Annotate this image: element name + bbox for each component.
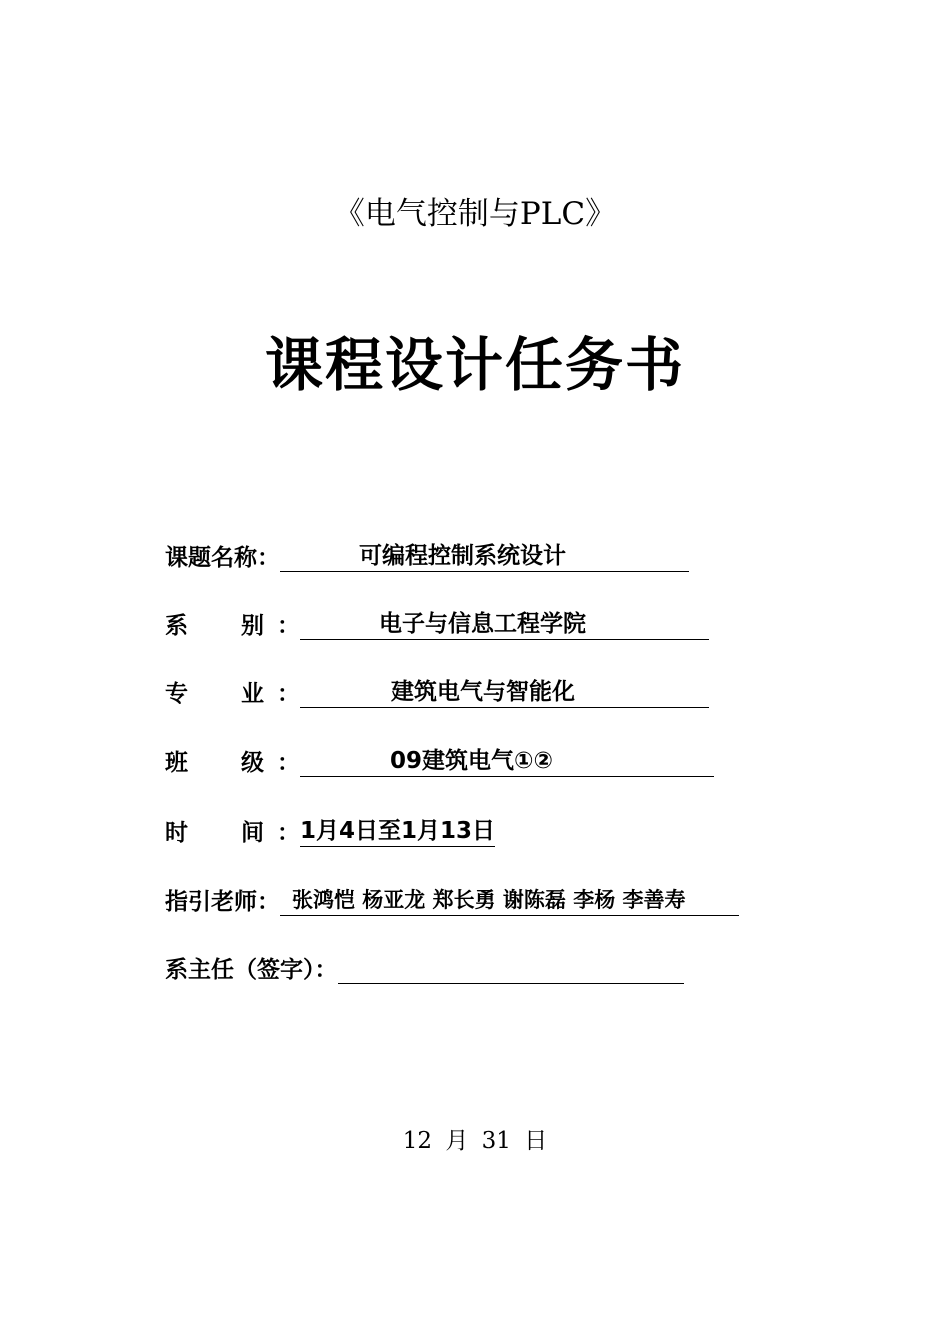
field-time-value: 1月4日至1月13日 (300, 816, 495, 847)
field-director-label: 系主任（签字）： (165, 957, 338, 983)
field-department-colon: ： (277, 613, 300, 639)
field-topic-label: 课题名称： (165, 545, 280, 571)
field-department (165, 606, 709, 640)
document-title: 课程设计任务书 (264, 331, 685, 399)
field-class-label: 班 级 (165, 750, 264, 776)
field-major-value: 建筑电气与智能化 (300, 677, 709, 708)
field-topic (165, 538, 689, 572)
field-major (165, 674, 709, 708)
field-advisors-value: 张鸿恺 杨亚龙 郑长勇 谢陈磊 李杨 李善寿 (280, 885, 739, 916)
field-major-label: 专 业 (165, 681, 264, 707)
field-class-colon: ： (277, 750, 300, 776)
field-director (165, 950, 684, 984)
field-department-label: 系 别 (165, 613, 264, 639)
field-advisors (165, 882, 739, 916)
field-class-value: 09建筑电气①② (300, 746, 714, 777)
field-advisors-label: 指引老师： (165, 889, 280, 915)
field-time-colon: ： (277, 820, 300, 846)
field-time (165, 813, 495, 847)
field-time-label: 时 间 (165, 820, 264, 846)
field-major-colon: ： (277, 681, 300, 707)
field-topic-value: 可编程控制系统设计 (280, 541, 689, 572)
field-department-value: 电子与信息工程学院 (300, 609, 709, 640)
director-signature-line (338, 953, 684, 984)
course-title: 《电气控制与PLC》 (333, 196, 617, 232)
field-class (165, 743, 714, 777)
document-date: 12 月 31 日 (402, 1128, 548, 1154)
